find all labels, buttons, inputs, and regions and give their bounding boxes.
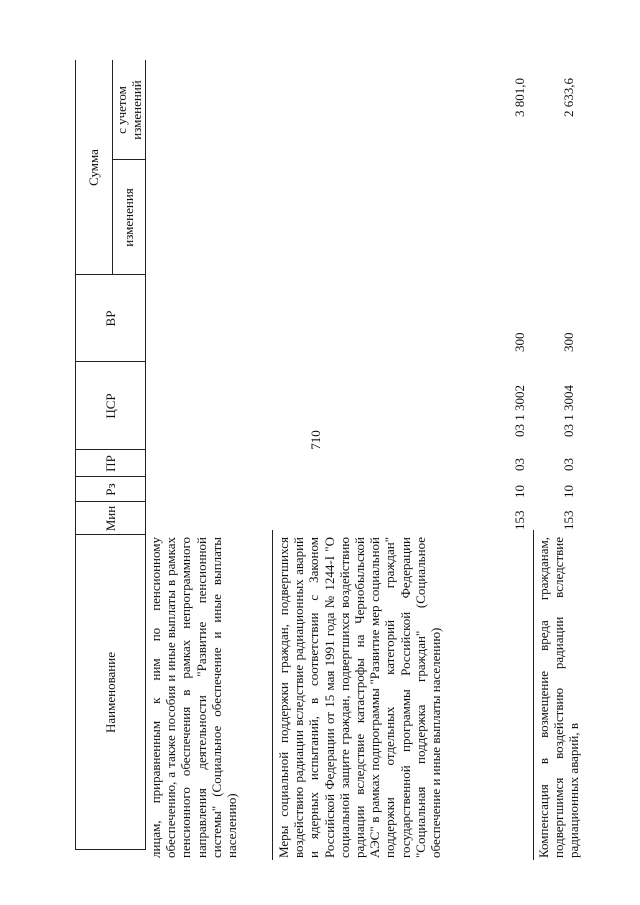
header-min: Мин [102, 505, 118, 532]
row2-with-changes: 3 801,0 [512, 78, 527, 117]
row2-pr: 03 [512, 458, 527, 471]
row1-bottom-rule [272, 530, 273, 860]
row2-name: Меры социальной поддержки граждан, подвергшихся воздействию радиации вследствие радиационных аварий и ядерных испытаний, в соответствии с Законом Российской Федерации от 15 мая 1991 года № 1244-I "О социальной защите граждан, подвергшихся воздействию радиации вследствие катастрофы на Чернобыльской АЭС" в рамках подпрограммы "Развитие мер социальной поддержки отдельных категорий граждан" государственной программы Российской Федерации "Социальная поддержка граждан" (Социальное обеспечение и иные выплаты населению) [276, 537, 444, 858]
header-sum: Сумма [86, 149, 101, 186]
header-rz: Рз [102, 483, 118, 496]
header-pr: ПР [102, 455, 118, 472]
row2-vr: 300 [512, 332, 527, 352]
row3-name: Компенсация в возмещение вреда гражданам, подвергшимся воздействию радиации вследствие радиационных аварий, в [536, 537, 582, 858]
row3-vr: 300 [561, 332, 576, 352]
row3-csr: 03 1 3004 [561, 385, 576, 437]
header-with-changes: с учетом изменений [113, 80, 144, 140]
row3-pr: 03 [561, 458, 576, 471]
budget-table [75, 60, 582, 860]
header-changes: изменения [121, 188, 136, 247]
row2-min: 153 [512, 510, 527, 530]
row2-rz: 10 [512, 485, 527, 498]
header-csr: ЦСР [102, 393, 118, 419]
row2-csr: 03 1 3002 [512, 385, 527, 437]
row3-rz: 10 [561, 485, 576, 498]
header-vr: ВР [102, 310, 118, 327]
row3-with-changes: 2 633,6 [561, 78, 576, 117]
header-name: Наименование [102, 652, 118, 733]
header-bottom-rule [145, 60, 146, 850]
row3-min: 153 [561, 510, 576, 530]
row2-bottom-rule [533, 530, 534, 860]
row1-name: лицам, приравненным к ним по пенсионному обеспечению, а также пособия и иные выплаты в рамках пенсионного обеспечения в рамках непрограммного направления деятельности "Развитие пенсионной системы" (Социальное обеспечение и иные выплаты населению) [148, 537, 240, 858]
page-number: 710 [308, 430, 323, 450]
